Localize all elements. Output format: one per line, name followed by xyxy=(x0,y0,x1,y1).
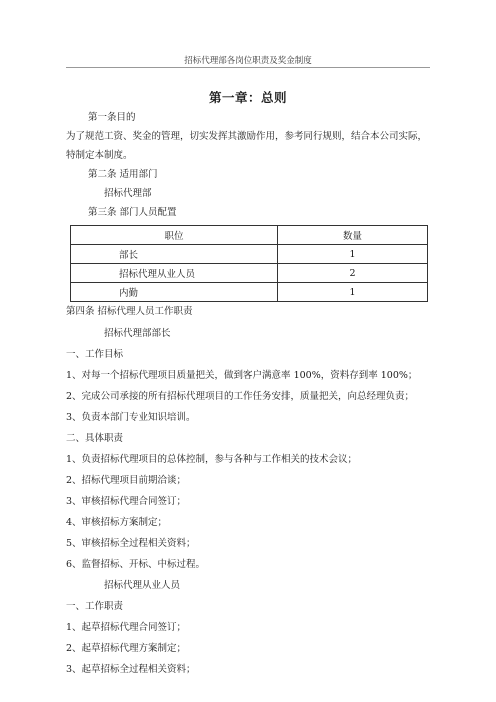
article-3-title: 第三条 部门人员配置 xyxy=(88,207,177,218)
table-cell-count: 2 xyxy=(278,264,428,283)
goal-item-1: 1、对每一个招标代理项目质量把关，做到客户满意率 100%，资料存到率 100%； xyxy=(66,370,418,381)
work-duty-2: 2、起草招标代理方案制定； xyxy=(66,643,187,654)
specific-duty-2: 2、招标代理项目前期洽谈； xyxy=(66,475,187,486)
table-header-cell: 职位 xyxy=(71,226,278,245)
table-header-row xyxy=(71,226,428,245)
specific-duty-5: 5、审核招标全过程相关资料； xyxy=(66,538,196,549)
article-1-body-line1: 为了规范工资、奖金的管理，切实发挥其激励作用，参考同行规则，结合本公司实际， xyxy=(66,131,428,142)
work-duty-1: 1、起草招标代理合同签订； xyxy=(66,622,187,633)
work-duty-3: 3、起草招标全过程相关资料； xyxy=(66,664,196,675)
table-cell-position: 招标代理从业人员 xyxy=(71,264,278,283)
goal-item-3: 3、负责本部门专业知识培训。 xyxy=(66,412,196,423)
table-row xyxy=(71,245,428,264)
goal-item-2: 2、完成公司承接的所有招标代理项目的工作任务安排，质量把关，向总经理负责； xyxy=(66,391,415,402)
specific-duties-heading: 二、具体职责 xyxy=(66,433,124,444)
article-4-title: 第四条 招标代理人员工作职责 xyxy=(66,306,193,317)
table-row xyxy=(71,264,428,283)
page-header: 招标代理部各岗位职责及奖金制度 xyxy=(184,56,312,66)
header-divider xyxy=(66,67,430,68)
table-cell-position: 部长 xyxy=(71,245,278,264)
role-heading-staff: 招标代理从业人员 xyxy=(104,580,181,591)
specific-duty-6: 6、监督招标、开标、中标过程。 xyxy=(66,559,206,570)
article-2-title: 第二条 适用部门 xyxy=(88,169,158,180)
specific-duty-3: 3、审核招标代理合同签订； xyxy=(66,496,187,507)
goal-heading: 一、工作目标 xyxy=(66,349,124,360)
staff-allocation-table xyxy=(70,225,428,302)
specific-duty-1: 1、负责招标代理项目的总体控制，参与各种与工作相关的技术会议； xyxy=(66,454,358,465)
table-cell-count: 1 xyxy=(278,245,428,264)
specific-duty-4: 4、审核招标方案制定； xyxy=(66,517,168,528)
table-header-cell: 数量 xyxy=(278,226,428,245)
role-heading-head: 招标代理部部长 xyxy=(104,328,171,339)
table-row xyxy=(71,283,428,302)
work-duties-heading: 一、工作职责 xyxy=(66,601,124,612)
article-1-title: 第一条目的 xyxy=(88,112,136,123)
table-cell-position: 内勤 xyxy=(71,283,278,302)
chapter-title: 第一章：总则 xyxy=(208,90,287,105)
table-cell-count: 1 xyxy=(278,283,428,302)
article-1-body-line2: 特制定本制度。 xyxy=(66,150,133,161)
article-2-body: 招标代理部 xyxy=(104,188,152,199)
